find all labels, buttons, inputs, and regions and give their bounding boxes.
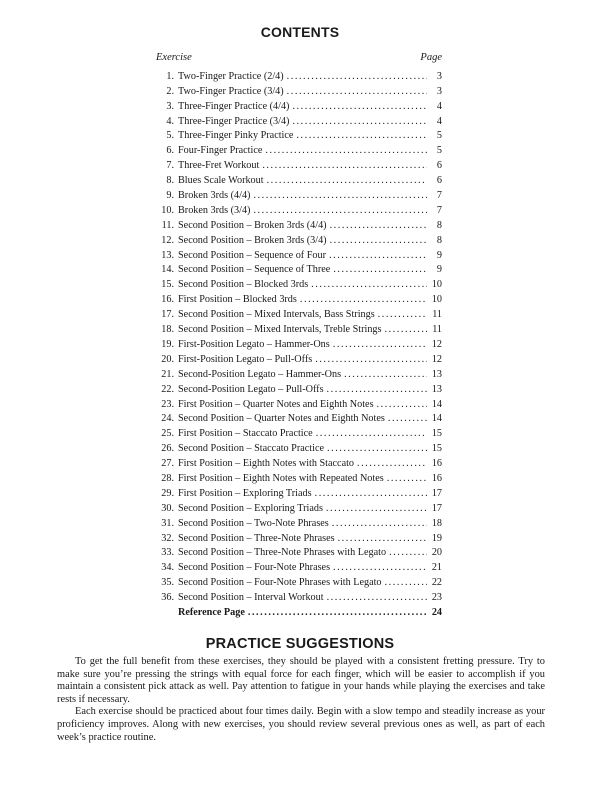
toc-entry <box>156 308 442 323</box>
toc-entry-title: Second-Position Legato – Pull-Offs <box>178 383 324 395</box>
toc-entry-number: 26. <box>161 443 174 455</box>
toc-entry <box>156 219 442 234</box>
toc-entry <box>156 70 442 85</box>
toc-dot-leader <box>326 502 427 517</box>
toc-entry-title: First Position – Quarter Notes and Eighth Notes <box>178 398 374 410</box>
toc-dot-leader <box>389 546 427 561</box>
toc-entry-number: 4. <box>166 115 174 127</box>
toc-entry <box>156 591 442 606</box>
toc-entry-title: First Position – Staccato Practice <box>178 428 313 440</box>
toc-entry <box>156 115 442 130</box>
toc-entry <box>156 338 442 353</box>
toc-entry-title: Second Position – Four-Note Phrases <box>178 562 331 574</box>
toc-entry-page: 20 <box>431 547 442 559</box>
toc-dot-leader <box>267 174 427 189</box>
toc-entry-number: 28. <box>161 472 174 484</box>
toc-entry-title: First Position – Eighth Notes with Staccato <box>178 458 355 470</box>
toc-entry-page: 14 <box>431 413 442 425</box>
toc-dot-leader <box>378 308 427 323</box>
toc-header-exercise: Exercise <box>156 52 192 63</box>
toc-entry-page: 13 <box>431 368 442 380</box>
toc-entry-page: 11 <box>432 309 442 321</box>
toc-dot-leader <box>287 70 427 85</box>
toc-dot-leader <box>377 398 427 413</box>
toc-entry-page: 6 <box>436 160 442 172</box>
toc-entry-title: Three-Finger Pinky Practice <box>178 130 294 142</box>
toc-entry-title: Second Position – Staccato Practice <box>178 443 324 455</box>
toc-entry <box>156 100 442 115</box>
toc-dot-leader <box>315 487 427 502</box>
toc-entry <box>156 144 442 159</box>
toc-entry-number: 22. <box>161 383 174 395</box>
toc-dot-leader <box>327 442 427 457</box>
toc-entry-page: 4 <box>436 115 442 127</box>
toc-entry-number: 15. <box>161 279 174 291</box>
toc-dot-leader <box>344 368 427 383</box>
toc-entry-number: 35. <box>161 577 174 589</box>
toc-dot-leader <box>333 561 427 576</box>
toc-entry-page: 16 <box>431 458 442 470</box>
toc-entry-page: 5 <box>436 130 442 142</box>
toc-entry-title: Second Position – Quarter Notes and Eighth Notes <box>178 413 385 425</box>
toc-entry-page: 11 <box>432 324 442 336</box>
toc-entry <box>156 472 442 487</box>
toc-entry-page: 7 <box>436 190 442 202</box>
toc-entry <box>156 189 442 204</box>
toc-entry-page: 15 <box>431 428 442 440</box>
toc-entry-number: 31. <box>161 517 174 529</box>
toc-entry-number: 25. <box>161 428 174 440</box>
toc-dot-leader <box>292 100 427 115</box>
toc-dot-leader <box>287 85 427 100</box>
toc-entry <box>156 412 442 427</box>
toc-entry <box>156 159 442 174</box>
toc-entry-title: Second Position – Broken 3rds (3/4) <box>178 234 327 246</box>
toc-entry-number: 2. <box>166 85 174 97</box>
toc-entry-page: 15 <box>431 443 442 455</box>
toc-dot-leader <box>253 204 427 219</box>
toc-entry <box>156 517 442 532</box>
toc-entry-number: 14. <box>161 264 174 276</box>
toc-entry-page: 8 <box>436 219 442 231</box>
toc-entry <box>156 383 442 398</box>
toc-entry-title: Second Position – Exploring Triads <box>178 502 323 514</box>
toc-entry-page: 17 <box>431 502 442 514</box>
toc-entry-number: 1. <box>166 70 174 82</box>
toc-entry-number: 20. <box>161 353 174 365</box>
toc-entry <box>156 398 442 413</box>
toc-dot-leader <box>253 189 427 204</box>
toc-entry-page: 9 <box>436 249 442 261</box>
toc-entry-title: Second Position – Blocked 3rds <box>178 279 309 291</box>
toc-entry-page: 19 <box>431 532 442 544</box>
toc-entry-title: Second Position – Interval Workout <box>178 592 324 604</box>
toc-entry-title: Second-Position Legato – Hammer-Ons <box>178 368 342 380</box>
toc-entry <box>156 278 442 293</box>
toc-entry-number: 19. <box>161 338 174 350</box>
toc-entry <box>156 502 442 517</box>
toc-entry-number: 18. <box>161 324 174 336</box>
toc-entry-title: Second Position – Two-Note Phrases <box>178 517 329 529</box>
toc-entry <box>156 204 442 219</box>
toc-entry-number: 17. <box>161 309 174 321</box>
toc-entry-title: Second Position – Broken 3rds (4/4) <box>178 219 327 231</box>
table-of-contents <box>156 51 442 621</box>
toc-entry <box>156 368 442 383</box>
toc-entry-number: 5. <box>166 130 174 142</box>
toc-entry <box>156 487 442 502</box>
toc-entry-page: 5 <box>436 145 442 157</box>
toc-entry-title: Three-Finger Practice (3/4) <box>178 115 290 127</box>
toc-entry-page: 23 <box>431 592 442 604</box>
toc-entry-number: 7. <box>166 160 174 172</box>
toc-dot-leader <box>327 383 427 398</box>
toc-entry-title: Two-Finger Practice (3/4) <box>178 85 284 97</box>
toc-entry-title: First-Position Legato – Hammer-Ons <box>178 338 330 350</box>
toc-dot-leader <box>338 532 427 547</box>
toc-entry-page: 10 <box>431 279 442 291</box>
practice-suggestions-body <box>57 656 545 744</box>
practice-paragraph: Each exercise should be practiced about four times daily. Begin with a slow tempo and steadily increase as your proficiency improves. Along with new exercises, you should review several previous ones as well, as part of each week’s practice routine. <box>57 706 545 743</box>
toc-rows <box>156 70 442 621</box>
toc-entry-title: First-Position Legato – Pull-Offs <box>178 353 313 365</box>
toc-entry-title: First Position – Exploring Triads <box>178 487 312 499</box>
toc-dot-leader <box>333 263 427 278</box>
toc-entry-title: Second Position – Sequence of Three <box>178 264 331 276</box>
toc-entry-number: 13. <box>161 249 174 261</box>
toc-entry-page: 14 <box>431 398 442 410</box>
toc-entry-number: 23. <box>161 398 174 410</box>
toc-entry-page: 7 <box>436 204 442 216</box>
toc-dot-leader <box>357 457 427 472</box>
toc-entry-title: Reference Page <box>178 606 245 618</box>
toc-entry <box>156 576 442 591</box>
toc-entry <box>156 323 442 338</box>
toc-dot-leader <box>327 591 427 606</box>
toc-dot-leader <box>262 159 427 174</box>
toc-header-page: Page <box>420 52 442 63</box>
toc-entry-number: 9. <box>166 190 174 202</box>
toc-entry-page: 24 <box>431 606 442 618</box>
toc-entry-page: 12 <box>431 353 442 365</box>
toc-entry-title: Four-Finger Practice <box>178 145 263 157</box>
toc-dot-leader <box>292 115 427 130</box>
toc-entry-title: Second Position – Four-Note Phrases with Legato <box>178 577 382 589</box>
toc-entry <box>156 353 442 368</box>
toc-entry-title: Second Position – Mixed Intervals, Bass Strings <box>178 309 375 321</box>
toc-dot-leader <box>329 249 427 264</box>
toc-entry-number: 24. <box>161 413 174 425</box>
toc-entry-page: 3 <box>436 85 442 97</box>
toc-entry <box>156 129 442 144</box>
toc-dot-leader <box>315 353 427 368</box>
toc-entry-title: Second Position – Mixed Intervals, Treble Strings <box>178 324 382 336</box>
toc-entry <box>156 293 442 308</box>
toc-entry-number: 16. <box>161 294 174 306</box>
toc-dot-leader <box>333 338 427 353</box>
toc-dot-leader <box>300 293 427 308</box>
toc-dot-leader <box>330 234 427 249</box>
toc-dot-leader <box>330 219 427 234</box>
toc-entry-number: 29. <box>161 487 174 499</box>
toc-entry <box>156 263 442 278</box>
toc-entry-page: 9 <box>436 264 442 276</box>
toc-entry-page: 16 <box>431 472 442 484</box>
toc-entry <box>156 532 442 547</box>
toc-entry-title: First Position – Eighth Notes with Repeated Notes <box>178 472 384 484</box>
toc-entry <box>156 442 442 457</box>
toc-entry-number: 12. <box>161 234 174 246</box>
toc-entry-number: 34. <box>161 562 174 574</box>
toc-dot-leader <box>388 412 427 427</box>
toc-entry <box>156 561 442 576</box>
toc-dot-leader <box>265 144 427 159</box>
toc-dot-leader <box>332 517 427 532</box>
toc-entry-page: 10 <box>431 294 442 306</box>
toc-entry-number: 27. <box>161 458 174 470</box>
toc-entry-number: 8. <box>166 175 174 187</box>
toc-dot-leader <box>316 427 427 442</box>
toc-entry-title: Two-Finger Practice (2/4) <box>178 70 284 82</box>
toc-entry-number: 10. <box>161 204 174 216</box>
toc-entry-title: Three-Finger Practice (4/4) <box>178 100 290 112</box>
toc-entry-number: 6. <box>166 145 174 157</box>
toc-entry-title: Broken 3rds (4/4) <box>178 190 251 202</box>
toc-entry-title: Broken 3rds (3/4) <box>178 204 251 216</box>
toc-entry-title: Second Position – Three-Note Phrases with Legato <box>178 547 387 559</box>
toc-entry <box>156 234 442 249</box>
toc-entry-page: 17 <box>431 487 442 499</box>
toc-entry-page: 13 <box>431 383 442 395</box>
toc-entry-number: 36. <box>161 592 174 604</box>
toc-entry-page: 8 <box>436 234 442 246</box>
toc-entry-page: 22 <box>431 577 442 589</box>
toc-entry <box>156 427 442 442</box>
toc-entry-page: 12 <box>431 338 442 350</box>
toc-entry <box>156 174 442 189</box>
toc-dot-leader <box>384 323 427 338</box>
toc-entry-number: 30. <box>161 502 174 514</box>
toc-entry-page: 6 <box>436 175 442 187</box>
toc-entry-number: 11. <box>161 219 174 231</box>
toc-dot-leader <box>385 576 427 591</box>
toc-entry <box>156 606 442 621</box>
practice-suggestions-title: PRACTICE SUGGESTIONS <box>205 636 395 652</box>
toc-entry <box>156 249 442 264</box>
toc-entry-number: 33. <box>161 547 174 559</box>
practice-paragraph: To get the full benefit from these exercises, they should be played with a consistent fretting pressure. Try to make sure you’re pressing the strings with equal force for each finger, which will be easier to accomplish if you maintain a consistent pick attack as well. Pay attention to fatigue in your hands while playing the exercises and take rests if necessary. <box>57 656 545 705</box>
toc-entry-number: 32. <box>161 532 174 544</box>
toc-entry-page: 18 <box>431 517 442 529</box>
toc-dot-leader <box>387 472 427 487</box>
toc-entry-title: First Position – Blocked 3rds <box>178 294 297 306</box>
toc-entry-number: 21. <box>161 368 174 380</box>
contents-title: CONTENTS <box>260 24 340 40</box>
toc-header <box>156 51 442 66</box>
toc-dot-leader <box>248 606 427 621</box>
toc-entry-title: Second Position – Three-Note Phrases <box>178 532 335 544</box>
toc-entry <box>156 457 442 472</box>
toc-entry-title: Three-Fret Workout <box>178 160 260 172</box>
toc-entry-title: Second Position – Sequence of Four <box>178 249 326 261</box>
toc-entry-title: Blues Scale Workout <box>178 175 264 187</box>
toc-entry-number: 3. <box>166 100 174 112</box>
toc-entry-page: 21 <box>431 562 442 574</box>
toc-entry-page: 4 <box>436 100 442 112</box>
toc-entry <box>156 546 442 561</box>
toc-dot-leader <box>311 278 427 293</box>
toc-dot-leader <box>296 129 427 144</box>
toc-entry-page: 3 <box>436 70 442 82</box>
toc-entry <box>156 85 442 100</box>
